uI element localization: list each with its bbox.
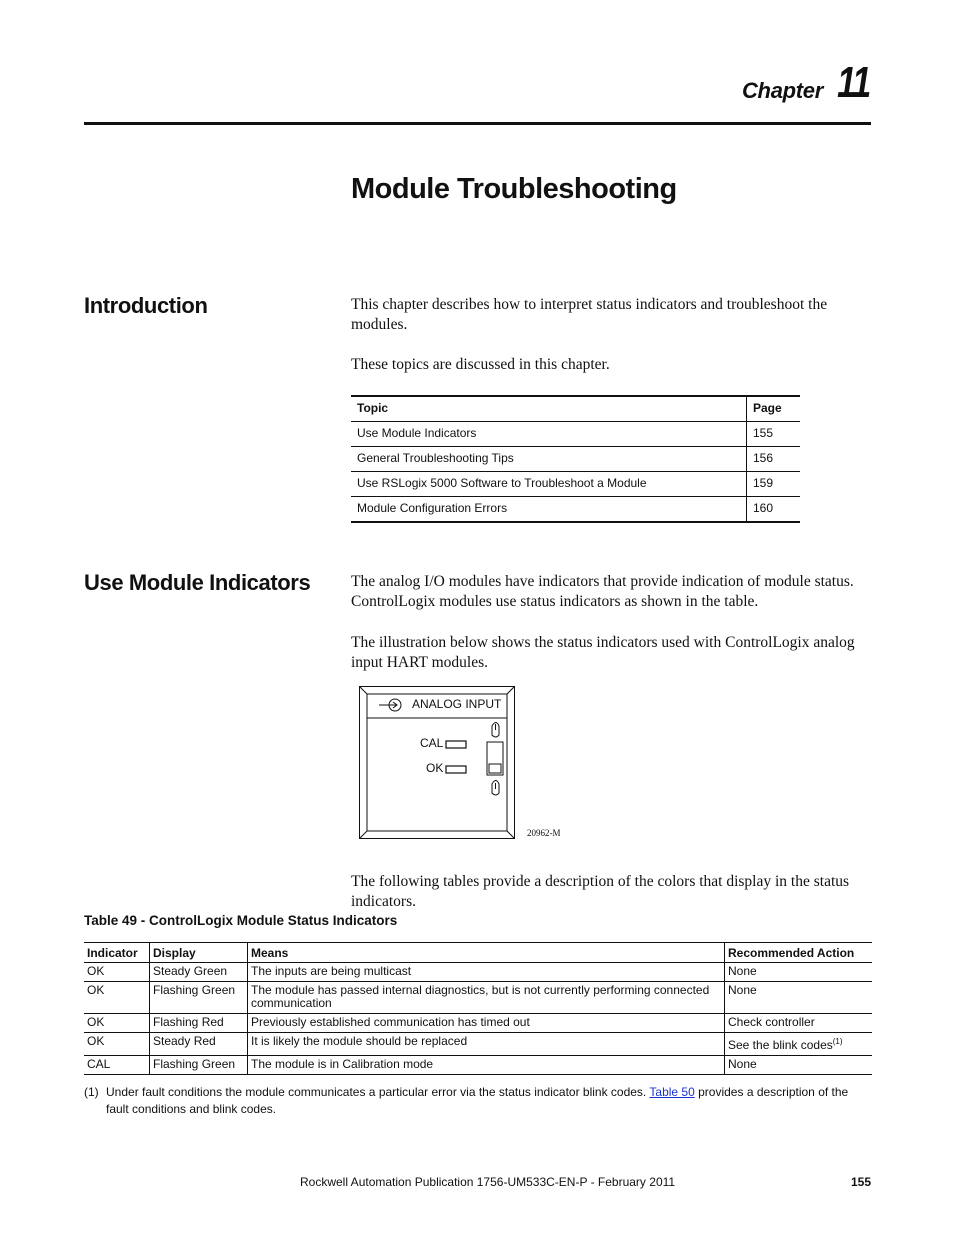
action-cell: None [725,963,873,982]
indicators-heading: Use Module Indicators [84,570,311,595]
topic-table [351,395,800,523]
indicator-cell: CAL [84,1056,150,1075]
indicators-paragraph-3: The following tables provide a description of the colors that display in the status indicators. [351,873,850,910]
table-row [351,472,800,497]
page-cell: 155 [747,422,801,447]
status-table [84,942,872,1075]
cal-led [446,741,466,748]
introduction-paragraph-1: This chapter describes how to interpret status indicators and troubleshoot the modules. [351,296,828,333]
status-table-header-row [84,943,872,963]
footnote [84,1084,874,1118]
chapter-number: 11 [837,58,870,107]
table-row [84,982,872,1014]
means-header: Means [248,943,725,963]
action-cell: None [725,982,873,1014]
means-cell: The inputs are being multicast [248,963,725,982]
display-cell: Steady Red [150,1033,248,1056]
table-row [351,447,800,472]
display-header: Display [150,943,248,963]
module-illustration [359,686,515,839]
ok-label: OK [426,761,444,775]
table-row [84,1056,872,1075]
topic-cell: Use Module Indicators [351,422,747,447]
action-text: See the blink codes [728,1038,833,1052]
chapter-rule [84,122,871,125]
table-row [351,422,800,447]
indicator-cell: OK [84,982,150,1014]
footnote-text-before: Under fault conditions the module communicates a particular error via the status indicator blink codes. [106,1085,647,1099]
footer-page-number: 155 [850,1175,871,1189]
module-label: ANALOG INPUT [412,697,502,711]
footnote-text-after: provides a description of the fault conditions and blink codes. [106,1085,849,1116]
indicator-cell: OK [84,1014,150,1033]
means-cell: It is likely the module should be replaced [248,1033,725,1056]
page-title: Module Troubleshooting [351,173,677,205]
table-row [351,497,800,523]
indicator-header: Indicator [84,943,150,963]
table-row [84,1033,872,1056]
table-row [84,963,872,982]
introduction-heading: Introduction [84,293,208,318]
introduction-paragraph-2: These topics are discussed in this chapter. [351,356,610,373]
footnote-text [106,1084,874,1118]
topic-cell: Use RSLogix 5000 Software to Troubleshoot a Module [351,472,747,497]
action-cell: Check controller [725,1014,873,1033]
action-header: Recommended Action [725,943,873,963]
status-table-caption: Table 49 - ControlLogix Module Status Indicators [84,913,398,928]
table-row [84,1014,872,1033]
display-cell: Steady Green [150,963,248,982]
footer-publication: Rockwell Automation Publication 1756-UM533C-EN-P - February 2011 [300,1175,676,1189]
means-cell: The module is in Calibration mode [248,1056,725,1075]
page-cell: 156 [747,447,801,472]
means-cell: The module has passed internal diagnostics, but is not currently performing connected communication [248,982,725,1014]
topic-cell: General Troubleshooting Tips [351,447,747,472]
action-cell: None [725,1056,873,1075]
figure-id: 20962-M [527,828,561,838]
table-50-link[interactable]: Table 50 [649,1085,695,1099]
page-cell: 160 [747,497,801,523]
display-cell: Flashing Red [150,1014,248,1033]
page-cell: 159 [747,472,801,497]
ok-led [446,766,466,773]
indicator-cell: OK [84,1033,150,1056]
indicators-paragraph-2: The illustration below shows the status indicators used with ControlLogix analog input HART modules. [351,634,855,671]
topic-header: Topic [351,396,747,422]
display-cell: Flashing Green [150,982,248,1014]
display-cell: Flashing Green [150,1056,248,1075]
cal-label: CAL [420,736,444,750]
means-cell: Previously established communication has timed out [248,1014,725,1033]
topic-table-header-row [351,396,800,422]
indicators-paragraph-1: The analog I/O modules have indicators that provide indication of module status. ControlLogix modules use status indicators as shown in the table. [351,573,854,610]
page-header: Page [747,396,801,422]
footnote-mark: (1) [84,1085,99,1099]
indicator-cell: OK [84,963,150,982]
footnote-ref[interactable]: (1) [832,1037,843,1046]
action-cell [725,1033,873,1056]
chapter-label: Chapter [741,78,823,103]
topic-cell: Module Configuration Errors [351,497,747,523]
